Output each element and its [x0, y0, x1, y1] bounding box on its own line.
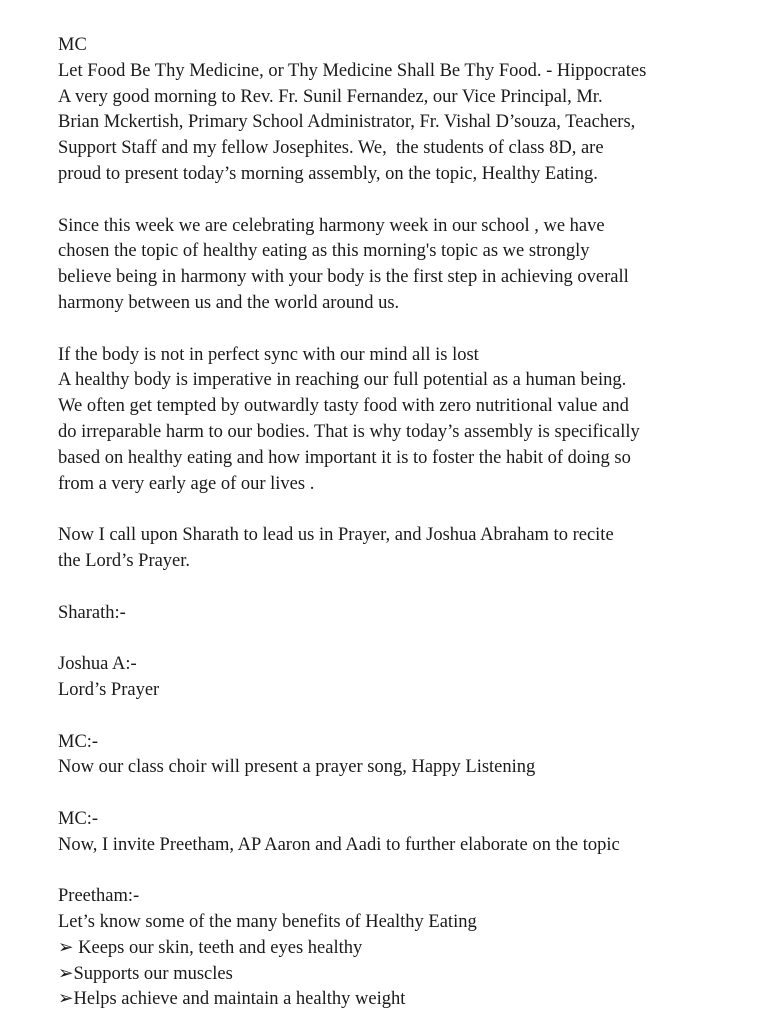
paragraph-line: proud to present today’s morning assembly, on the topic, Healthy Eating. — [58, 163, 598, 184]
speaker-mc: MC:- — [58, 731, 99, 752]
quote-hippocrates: Let Food Be Thy Medicine, or Thy Medicine Shall Be Thy Food. - Hippocrates — [58, 60, 647, 81]
blank-line — [58, 704, 758, 730]
paragraph-line: chosen the topic of healthy eating as this morning's topic as we strongly — [58, 241, 590, 262]
paragraph-line: from a very early age of our lives . — [58, 473, 315, 494]
paragraph-line: Support Staff and my fellow Josephites. We, the students of class 8D, are — [58, 138, 604, 159]
paragraph-line: harmony between us and the world around us. — [58, 292, 400, 313]
speaker-mc: MC — [58, 35, 87, 55]
blank-line — [58, 575, 758, 601]
paragraph-line: believe being in harmony with your body is the first step in achieving overall — [58, 267, 629, 288]
paragraph-line: based on healthy eating and how important it is to foster the habit of doing so — [58, 447, 631, 468]
document-page — [58, 33, 758, 1013]
bullet-item: ➢ Keeps our skin, teeth and eyes healthy — [58, 937, 363, 958]
paragraph-line: If the body is not in perfect sync with our mind all is lost — [58, 344, 479, 365]
blank-line — [58, 497, 758, 523]
paragraph-line: Now I call upon Sharath to lead us in Prayer, and Joshua Abraham to recite — [58, 525, 614, 546]
blank-line — [58, 317, 758, 343]
paragraph-line: the Lord’s Prayer. — [58, 550, 191, 571]
blank-line — [58, 626, 758, 652]
bullet-item: ➢Helps achieve and maintain a healthy weight — [58, 989, 406, 1010]
speaker-joshua: Joshua A:- — [58, 654, 137, 675]
paragraph-line: Now our class choir will present a prayer song, Happy Listening — [58, 757, 536, 778]
paragraph-line: Since this week we are celebrating harmony week in our school , we have — [58, 215, 605, 236]
speaker-sharath: Sharath:- — [58, 602, 126, 623]
blank-line — [58, 859, 758, 885]
speaker-preetham: Preetham:- — [58, 886, 140, 907]
blank-line — [58, 188, 758, 214]
speaker-mc: MC:- — [58, 808, 99, 829]
paragraph-line: A very good morning to Rev. Fr. Sunil Fernandez, our Vice Principal, Mr. — [58, 86, 603, 107]
blank-line — [58, 781, 758, 807]
paragraph-line: Lord’s Prayer — [58, 679, 160, 700]
paragraph-line: We often get tempted by outwardly tasty food with zero nutritional value and — [58, 396, 629, 417]
paragraph-line: Brian Mckertish, Primary School Administrator, Fr. Vishal D’souza, Teachers, — [58, 112, 636, 133]
bullet-item: ➢Supports our muscles — [58, 963, 233, 984]
paragraph-line: A healthy body is imperative in reaching our full potential as a human being. — [58, 370, 627, 391]
paragraph-line: Now, I invite Preetham, AP Aaron and Aadi to further elaborate on the topic — [58, 834, 620, 855]
paragraph-line: Let’s know some of the many benefits of Healthy Eating — [58, 912, 477, 933]
paragraph-line: do irreparable harm to our bodies. That is why today’s assembly is specifically — [58, 421, 640, 442]
